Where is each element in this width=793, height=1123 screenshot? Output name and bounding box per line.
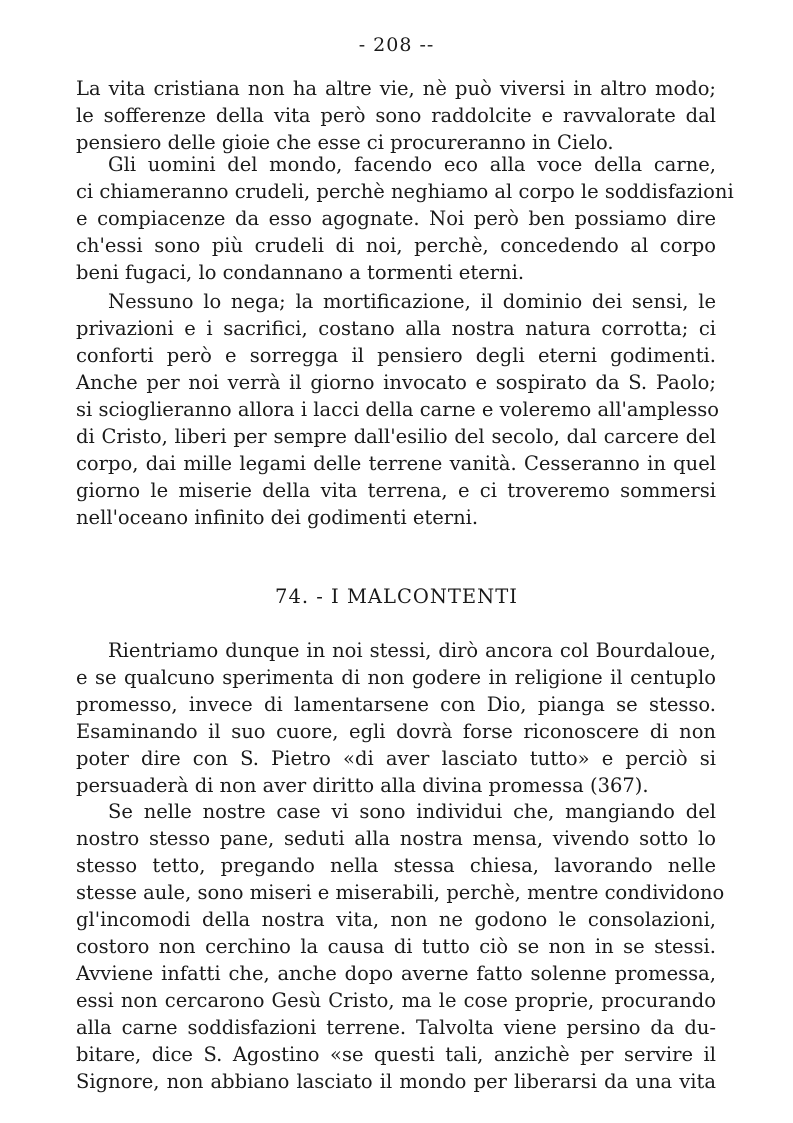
text-line: ci chiameranno crudeli, perchè neghiamo al corpo le soddisfazioni (76, 180, 734, 203)
text-line: e se qualcuno sperimenta di non godere in religione il centuplo (76, 666, 716, 689)
text-line: si scioglieranno allora i lacci della carne e voleremo all'amplesso (76, 398, 720, 421)
text-line: persuaderà di non aver diritto alla divina promessa (367). (76, 774, 649, 797)
text-line: Signore, non abbiano lasciato il mondo per liberarsi da una vita (76, 1070, 716, 1093)
text-line: Rientriamo dunque in noi stessi, dirò ancora col Bourdaloue, (108, 639, 716, 662)
paragraph (76, 798, 725, 1095)
text-line: e compiacenze da esso agognate. Noi però ben possiamo dire (76, 207, 716, 230)
text-line: Anche per noi verrà il giorno invocato e sospirato da S. Paolo; (76, 371, 716, 394)
text-line: Esaminando il suo cuore, egli dovrà forse riconoscere di non (76, 720, 716, 743)
text-line: stesso tetto, pregando nella stessa chiesa, lavorando nelle (76, 854, 716, 877)
text-line: stesse aule, sono miseri e miserabili, perchè, mentre condividono (76, 881, 725, 904)
page-number: - 208 -- (358, 34, 435, 56)
text-line: le sofferenze della vita però sono raddolcite e ravvalorate dal (76, 104, 716, 127)
paragraph (76, 151, 734, 286)
text-line: La vita cristiana non ha altre vie, nè può viversi in altro modo; (76, 77, 716, 100)
text-line: Nessuno lo nega; la mortificazione, il dominio dei sensi, le (108, 290, 716, 313)
text-line: beni fugaci, lo condannano a tormenti eterni. (76, 261, 525, 284)
text-line: alla carne soddisfazioni terrene. Talvolta viene persino da du- (76, 1016, 716, 1039)
text-line: conforti però e sorregga il pensiero degli eterni godimenti. (76, 344, 716, 367)
section-heading: 74. - I MALCONTENTI (275, 585, 518, 608)
text-line: privazioni e i sacrifici, costano alla nostra natura corrotta; ci (76, 317, 716, 340)
text-line: nell'oceano infinito dei godimenti eterni. (76, 506, 479, 529)
text-line: gl'incomodi della nostra vita, non ne godono le consolazioni, (76, 908, 716, 931)
text-line: Se nelle nostre case vi sono individui che, mangiando del (108, 800, 716, 823)
text-line: giorno le miserie della vita terrena, e ci troveremo sommersi (76, 479, 716, 502)
text-line: ch'essi sono più crudeli di noi, perchè, concedendo al corpo (76, 234, 716, 257)
text-line: poter dire con S. Pietro «di aver lasciato tutto» e perciò si (76, 747, 716, 770)
paragraph (76, 637, 716, 799)
paragraph (76, 288, 720, 531)
text-line: corpo, dai mille legami delle terrene vanità. Cesseranno in quel (76, 452, 716, 475)
text-line: promesso, invece di lamentarsene con Dio, pianga se stesso. (76, 693, 716, 716)
text-line: bitare, dice S. Agostino «se questi tali, anzichè per servire il (76, 1043, 716, 1066)
text-line: costoro non cerchino la causa di tutto ciò se non in se stessi. (76, 935, 716, 958)
text-line: Avviene infatti che, anche dopo averne fatto solenne promessa, (76, 962, 716, 985)
text-line: essi non cercarono Gesù Cristo, ma le cose proprie, procurando (76, 989, 716, 1012)
text-line: pensiero delle gioie che esse ci procureranno in Cielo. (76, 131, 614, 154)
text-line: nostro stesso pane, seduti alla nostra mensa, vivendo sotto lo (76, 827, 716, 850)
paragraph (76, 75, 716, 156)
text-line: di Cristo, liberi per sempre dall'esilio del secolo, dal carcere del (76, 425, 716, 448)
text-line: Gli uomini del mondo, facendo eco alla voce della carne, (108, 153, 716, 176)
